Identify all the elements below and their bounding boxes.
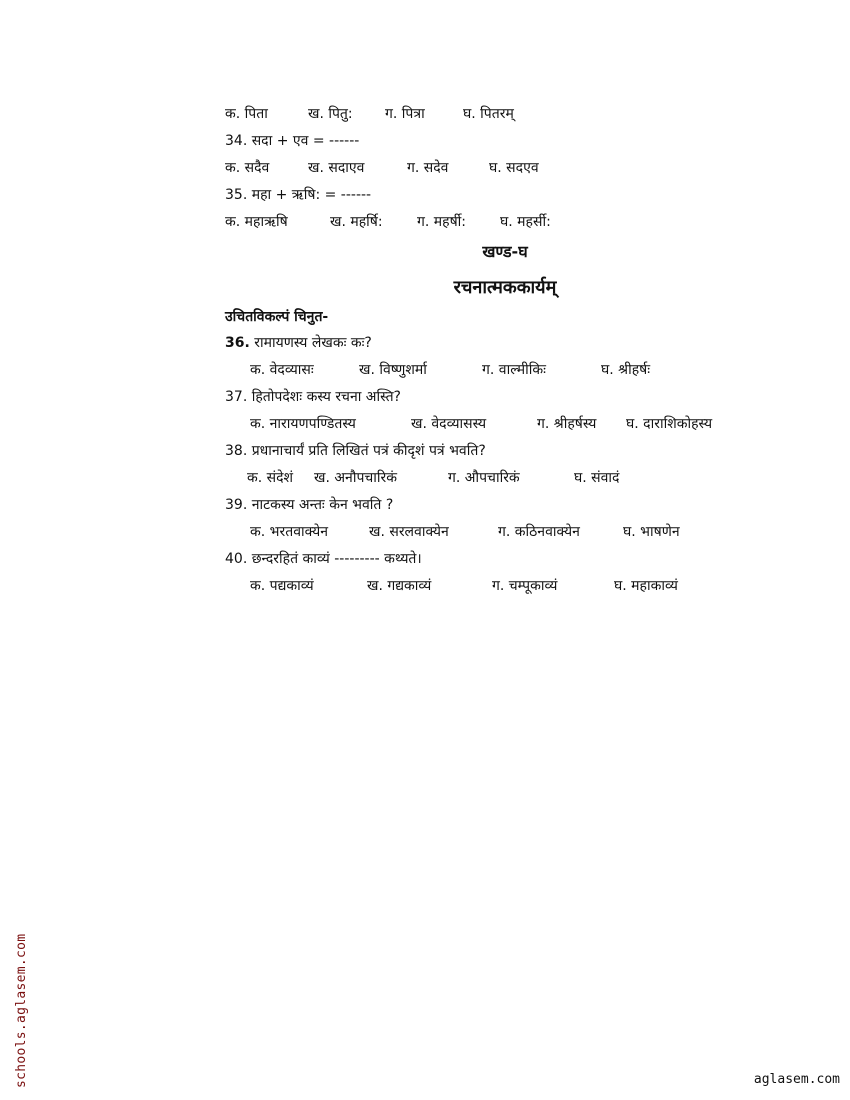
q39-option-b: ख. सरलवाक्येन — [369, 524, 449, 540]
q40-option-c: ग. चम्पूकाव्यं — [492, 578, 558, 594]
q37-option-a: क. नारायणपण्डितस्य — [250, 416, 356, 432]
q37-options — [250, 412, 712, 436]
q35-option-a: क. महाऋषि — [225, 214, 288, 230]
q36-question — [225, 331, 372, 355]
watermark-left: schools.aglasem.com — [14, 933, 29, 1088]
q34-option-b: ख. सदाएव — [308, 160, 365, 176]
q39-option-d: घ. भाषणेन — [623, 524, 680, 540]
q40-option-a: क. पद्यकाव्यं — [250, 578, 314, 594]
q38-options — [247, 466, 619, 490]
q35-option-b: ख. महर्षि: — [330, 214, 383, 230]
q36-number: 36. — [225, 335, 250, 351]
q35-option-c: ग. महर्षी: — [417, 214, 467, 230]
q40-option-b: ख. गद्यकाव्यं — [367, 578, 432, 594]
q34-option-c: ग. सदेव — [407, 160, 449, 176]
q37-option-d: घ. दाराशिकोहस्य — [626, 416, 713, 432]
q34-options — [225, 156, 539, 180]
q33-options — [225, 102, 514, 126]
q36-option-c: ग. वाल्मीकिः — [482, 362, 546, 378]
q40-option-d: घ. महाकाव्यं — [614, 578, 678, 594]
q36-option-d: घ. श्रीहर्षः — [601, 362, 651, 378]
q38-option-a: क. संदेशं — [247, 470, 294, 486]
q40-options — [250, 574, 678, 598]
q34-option-a: क. सदैव — [225, 160, 270, 176]
q33-option-a: क. पिता — [225, 106, 268, 122]
q35-option-d: घ. महर्सी: — [500, 214, 551, 230]
q33-option-b: ख. पितु: — [308, 106, 353, 122]
q37-option-b: ख. वेदव्यासस्य — [411, 416, 487, 432]
q36-option-b: ख. विष्णुशर्मा — [359, 362, 427, 378]
q36-options — [250, 358, 650, 382]
q36-option-a: क. वेदव्यासः — [250, 362, 314, 378]
q35-question: 35. महा + ऋषि: = ------ — [225, 187, 372, 203]
watermark-right: aglasem.com — [753, 1072, 840, 1087]
section-subtitle: रचनात्मककार्यम् — [453, 277, 557, 298]
section-instruction: उचितविकल्पं चिनुत- — [225, 309, 329, 325]
q37-option-c: ग. श्रीहर्षस्य — [537, 416, 597, 432]
q39-question: 39. नाटकस्य अन्तः केन भवति ? — [225, 497, 394, 513]
q38-question: 38. प्रधानाचार्यं प्रति लिखितं पत्रं कीदृशं पत्रं भवति? — [225, 443, 486, 459]
q39-options — [250, 520, 680, 544]
q40-question: 40. छन्दरहितं काव्यं --------- कथ्यते। — [225, 551, 422, 567]
q33-option-c: ग. पित्रा — [385, 106, 425, 122]
q33-option-d: घ. पितरम् — [463, 106, 514, 122]
q38-option-d: घ. संवादं — [574, 470, 620, 486]
q38-option-c: ग. औपचारिकं — [448, 470, 520, 486]
q34-option-d: घ. सदएव — [489, 160, 539, 176]
q39-option-a: क. भरतवाक्येन — [250, 524, 328, 540]
q35-options — [225, 210, 551, 234]
q34-question: 34. सदा + एव = ------ — [225, 133, 360, 149]
q39-option-c: ग. कठिनवाक्येन — [498, 524, 580, 540]
q38-option-b: ख. अनौपचारिकं — [314, 470, 398, 486]
q37-question: 37. हितोपदेशः कस्य रचना अस्ति? — [225, 389, 401, 405]
section-title: खण्ड-घ — [482, 242, 528, 261]
q36-text: रामायणस्य लेखकः कः? — [249, 335, 372, 351]
